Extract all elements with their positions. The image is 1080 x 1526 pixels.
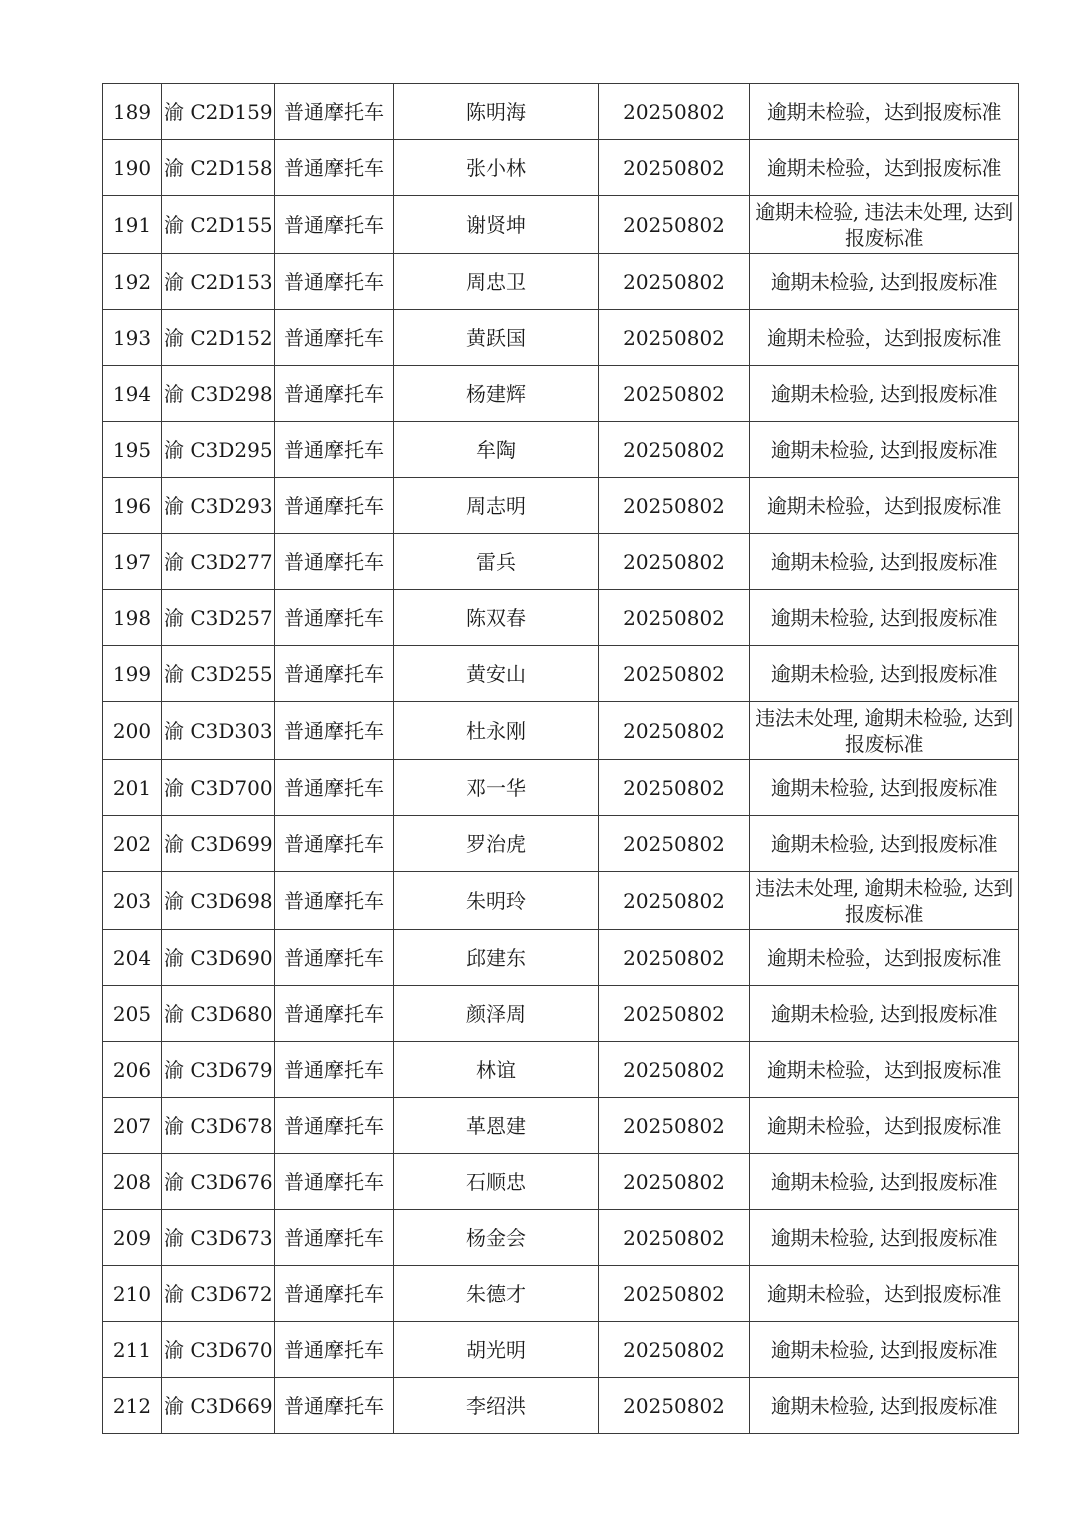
plate-number-cell: 渝 C3D679 (162, 1042, 275, 1098)
notice-date-cell: 20250802 (599, 84, 750, 140)
vehicle-scrap-table (102, 83, 1019, 1434)
table-row (103, 1042, 1019, 1098)
table-row (103, 422, 1019, 478)
row-number-cell: 212 (103, 1378, 162, 1434)
owner-name-cell: 周志明 (394, 478, 599, 534)
plate-number-cell: 渝 C2D155 (162, 196, 275, 254)
notice-date-cell: 20250802 (599, 816, 750, 872)
owner-name-cell: 张小林 (394, 140, 599, 196)
plate-number-cell: 渝 C2D152 (162, 310, 275, 366)
plate-number-cell: 渝 C2D159 (162, 84, 275, 140)
notice-date-cell: 20250802 (599, 1210, 750, 1266)
vehicle-type-cell: 普通摩托车 (275, 1154, 394, 1210)
notice-date-cell: 20250802 (599, 1098, 750, 1154)
vehicle-type-cell: 普通摩托车 (275, 646, 394, 702)
table-row (103, 1098, 1019, 1154)
vehicle-type-cell: 普通摩托车 (275, 366, 394, 422)
owner-name-cell: 李绍洪 (394, 1378, 599, 1434)
table-row (103, 1378, 1019, 1434)
plate-number-cell: 渝 C3D700 (162, 760, 275, 816)
table-row (103, 534, 1019, 590)
notice-date-cell: 20250802 (599, 196, 750, 254)
vehicle-type-cell: 普通摩托车 (275, 140, 394, 196)
notice-date-cell: 20250802 (599, 986, 750, 1042)
owner-name-cell: 周忠卫 (394, 254, 599, 310)
plate-number-cell: 渝 C3D277 (162, 534, 275, 590)
notice-date-cell: 20250802 (599, 760, 750, 816)
table-row (103, 1322, 1019, 1378)
table-row (103, 366, 1019, 422)
scrap-reason-cell: 逾期未检验，达到报废标准 (750, 140, 1019, 196)
owner-name-cell: 革恩建 (394, 1098, 599, 1154)
vehicle-type-cell: 普通摩托车 (275, 1266, 394, 1322)
row-number-cell: 208 (103, 1154, 162, 1210)
owner-name-cell: 邓一华 (394, 760, 599, 816)
plate-number-cell: 渝 C3D673 (162, 1210, 275, 1266)
owner-name-cell: 石顺忠 (394, 1154, 599, 1210)
notice-date-cell: 20250802 (599, 366, 750, 422)
plate-number-cell: 渝 C3D678 (162, 1098, 275, 1154)
notice-date-cell: 20250802 (599, 646, 750, 702)
scrap-reason-cell: 逾期未检验, 达到报废标准 (750, 646, 1019, 702)
plate-number-cell: 渝 C3D303 (162, 702, 275, 760)
owner-name-cell: 陈明海 (394, 84, 599, 140)
plate-number-cell: 渝 C3D257 (162, 590, 275, 646)
owner-name-cell: 朱德才 (394, 1266, 599, 1322)
scrap-reason-cell: 违法未处理, 逾期未检验, 达到报废标准 (750, 872, 1019, 930)
notice-date-cell: 20250802 (599, 1042, 750, 1098)
scrap-reason-cell: 逾期未检验, 达到报废标准 (750, 1322, 1019, 1378)
table-row (103, 1154, 1019, 1210)
vehicle-type-cell: 普通摩托车 (275, 1378, 394, 1434)
vehicle-type-cell: 普通摩托车 (275, 1210, 394, 1266)
plate-number-cell: 渝 C3D699 (162, 816, 275, 872)
notice-date-cell: 20250802 (599, 140, 750, 196)
row-number-cell: 211 (103, 1322, 162, 1378)
table-row (103, 760, 1019, 816)
row-number-cell: 209 (103, 1210, 162, 1266)
row-number-cell: 190 (103, 140, 162, 196)
scrap-reason-cell: 逾期未检验, 达到报废标准 (750, 422, 1019, 478)
row-number-cell: 195 (103, 422, 162, 478)
vehicle-type-cell: 普通摩托车 (275, 1042, 394, 1098)
notice-date-cell: 20250802 (599, 590, 750, 646)
notice-date-cell: 20250802 (599, 1154, 750, 1210)
vehicle-type-cell: 普通摩托车 (275, 702, 394, 760)
row-number-cell: 207 (103, 1098, 162, 1154)
vehicle-type-cell: 普通摩托车 (275, 986, 394, 1042)
scrap-reason-cell: 违法未处理, 逾期未检验, 达到报废标准 (750, 702, 1019, 760)
table-row (103, 816, 1019, 872)
scrap-reason-cell: 逾期未检验，达到报废标准 (750, 1042, 1019, 1098)
owner-name-cell: 黄安山 (394, 646, 599, 702)
table-row (103, 140, 1019, 196)
row-number-cell: 191 (103, 196, 162, 254)
notice-date-cell: 20250802 (599, 254, 750, 310)
owner-name-cell: 陈双春 (394, 590, 599, 646)
row-number-cell: 193 (103, 310, 162, 366)
scrap-reason-cell: 逾期未检验, 达到报废标准 (750, 816, 1019, 872)
owner-name-cell: 罗治虎 (394, 816, 599, 872)
vehicle-type-cell: 普通摩托车 (275, 760, 394, 816)
plate-number-cell: 渝 C3D298 (162, 366, 275, 422)
owner-name-cell: 邱建东 (394, 930, 599, 986)
vehicle-type-cell: 普通摩托车 (275, 534, 394, 590)
row-number-cell: 192 (103, 254, 162, 310)
vehicle-type-cell: 普通摩托车 (275, 196, 394, 254)
table-row (103, 1210, 1019, 1266)
notice-date-cell: 20250802 (599, 930, 750, 986)
plate-number-cell: 渝 C3D670 (162, 1322, 275, 1378)
table-row (103, 872, 1019, 930)
vehicle-type-cell: 普通摩托车 (275, 872, 394, 930)
row-number-cell: 210 (103, 1266, 162, 1322)
vehicle-type-cell: 普通摩托车 (275, 478, 394, 534)
row-number-cell: 196 (103, 478, 162, 534)
owner-name-cell: 雷兵 (394, 534, 599, 590)
vehicle-type-cell: 普通摩托车 (275, 1322, 394, 1378)
row-number-cell: 201 (103, 760, 162, 816)
vehicle-type-cell: 普通摩托车 (275, 590, 394, 646)
table-row (103, 310, 1019, 366)
plate-number-cell: 渝 C3D680 (162, 986, 275, 1042)
table-row (103, 930, 1019, 986)
owner-name-cell: 杜永刚 (394, 702, 599, 760)
row-number-cell: 198 (103, 590, 162, 646)
table-row (103, 1266, 1019, 1322)
owner-name-cell: 牟陶 (394, 422, 599, 478)
notice-date-cell: 20250802 (599, 872, 750, 930)
plate-number-cell: 渝 C3D690 (162, 930, 275, 986)
plate-number-cell: 渝 C3D293 (162, 478, 275, 534)
vehicle-type-cell: 普通摩托车 (275, 816, 394, 872)
table-row (103, 84, 1019, 140)
owner-name-cell: 黄跃国 (394, 310, 599, 366)
owner-name-cell: 谢贤坤 (394, 196, 599, 254)
plate-number-cell: 渝 C3D698 (162, 872, 275, 930)
vehicle-type-cell: 普通摩托车 (275, 254, 394, 310)
scrap-reason-cell: 逾期未检验, 达到报废标准 (750, 760, 1019, 816)
row-number-cell: 203 (103, 872, 162, 930)
scrap-reason-cell: 逾期未检验，达到报废标准 (750, 84, 1019, 140)
notice-date-cell: 20250802 (599, 1378, 750, 1434)
row-number-cell: 204 (103, 930, 162, 986)
owner-name-cell: 杨建辉 (394, 366, 599, 422)
owner-name-cell: 林谊 (394, 1042, 599, 1098)
owner-name-cell: 颜泽周 (394, 986, 599, 1042)
scrap-reason-cell: 逾期未检验, 达到报废标准 (750, 254, 1019, 310)
table-row (103, 254, 1019, 310)
notice-date-cell: 20250802 (599, 422, 750, 478)
scrap-reason-cell: 逾期未检验，达到报废标准 (750, 310, 1019, 366)
scrap-reason-cell: 逾期未检验, 达到报废标准 (750, 1210, 1019, 1266)
vehicle-type-cell: 普通摩托车 (275, 310, 394, 366)
table-row (103, 702, 1019, 760)
row-number-cell: 200 (103, 702, 162, 760)
notice-date-cell: 20250802 (599, 1322, 750, 1378)
scrap-reason-cell: 逾期未检验, 达到报废标准 (750, 534, 1019, 590)
notice-date-cell: 20250802 (599, 478, 750, 534)
scrap-reason-cell: 逾期未检验, 达到报废标准 (750, 590, 1019, 646)
row-number-cell: 205 (103, 986, 162, 1042)
table-row (103, 478, 1019, 534)
row-number-cell: 197 (103, 534, 162, 590)
table-row (103, 196, 1019, 254)
plate-number-cell: 渝 C3D669 (162, 1378, 275, 1434)
scrap-reason-cell: 逾期未检验, 达到报废标准 (750, 1378, 1019, 1434)
scrap-reason-cell: 逾期未检验, 违法未处理, 达到报废标准 (750, 196, 1019, 254)
row-number-cell: 206 (103, 1042, 162, 1098)
vehicle-type-cell: 普通摩托车 (275, 930, 394, 986)
plate-number-cell: 渝 C2D153 (162, 254, 275, 310)
scrap-reason-cell: 逾期未检验, 达到报废标准 (750, 986, 1019, 1042)
scrap-reason-cell: 逾期未检验，达到报废标准 (750, 1098, 1019, 1154)
row-number-cell: 202 (103, 816, 162, 872)
plate-number-cell: 渝 C2D158 (162, 140, 275, 196)
scrap-reason-cell: 逾期未检验, 达到报废标准 (750, 1154, 1019, 1210)
notice-date-cell: 20250802 (599, 1266, 750, 1322)
row-number-cell: 194 (103, 366, 162, 422)
notice-date-cell: 20250802 (599, 534, 750, 590)
plate-number-cell: 渝 C3D255 (162, 646, 275, 702)
vehicle-type-cell: 普通摩托车 (275, 84, 394, 140)
table-row (103, 590, 1019, 646)
table-body (103, 84, 1019, 1434)
scrap-reason-cell: 逾期未检验，达到报废标准 (750, 1266, 1019, 1322)
owner-name-cell: 胡光明 (394, 1322, 599, 1378)
scrap-reason-cell: 逾期未检验，达到报废标准 (750, 478, 1019, 534)
owner-name-cell: 杨金会 (394, 1210, 599, 1266)
row-number-cell: 199 (103, 646, 162, 702)
plate-number-cell: 渝 C3D676 (162, 1154, 275, 1210)
owner-name-cell: 朱明玲 (394, 872, 599, 930)
table-row (103, 646, 1019, 702)
vehicle-type-cell: 普通摩托车 (275, 422, 394, 478)
plate-number-cell: 渝 C3D295 (162, 422, 275, 478)
notice-date-cell: 20250802 (599, 310, 750, 366)
scrap-reason-cell: 逾期未检验，达到报废标准 (750, 930, 1019, 986)
table-row (103, 986, 1019, 1042)
vehicle-type-cell: 普通摩托车 (275, 1098, 394, 1154)
plate-number-cell: 渝 C3D672 (162, 1266, 275, 1322)
row-number-cell: 189 (103, 84, 162, 140)
scrap-reason-cell: 逾期未检验, 达到报废标准 (750, 366, 1019, 422)
notice-date-cell: 20250802 (599, 702, 750, 760)
